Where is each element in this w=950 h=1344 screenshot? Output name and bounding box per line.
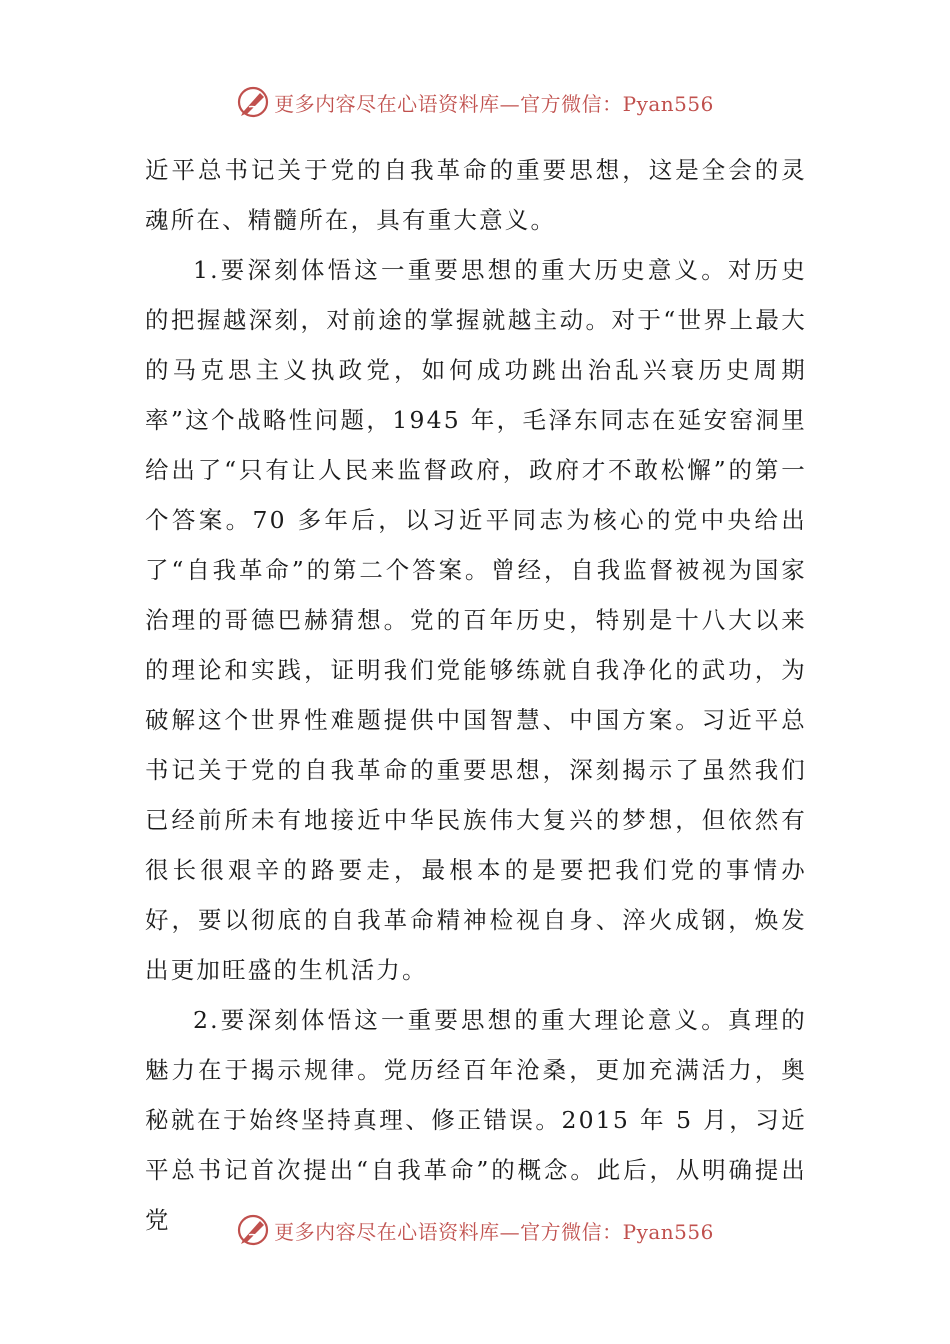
footer-banner [0,1210,950,1250]
pen-logo-icon [236,1213,270,1247]
header-banner-text: 更多内容尽在心语资料库—官方微信：Pyan556 [274,91,714,116]
pen-logo-icon [236,85,270,119]
paragraph-theoretical-significance: 2.要深刻体悟这一重要思想的重大理论意义。真理的魅力在于揭示规律。党历经百年沧桑，更加充满活力，奥秘就在于始终坚持真理、修正错误。2015 年 5 月，习近平总书记首次提出“自我革命”的概念。此后，从明确提出党 [145,1006,807,1234]
document-body [145,145,807,1245]
header-banner [0,82,950,122]
footer-banner-text: 更多内容尽在心语资料库—官方微信：Pyan556 [274,1219,714,1244]
paragraph-continuation: 近平总书记关于党的自我革命的重要思想，这是全会的灵魂所在、精髓所在，具有重大意义。 [145,156,807,234]
paragraph-historical-significance: 1.要深刻体悟这一重要思想的重大历史意义。对历史的把握越深刻，对前途的掌握就越主动。对于“世界上最大的马克思主义执政党，如何成功跳出治乱兴衰历史周期率”这个战略性问题，1945 年，毛泽东同志在延安窑洞里给出了“只有让人民来监督政府，政府才不敢松懈”的第一个答案。70 多年后，以习近平同志为核心的党中央给出了“自我革命”的第二个答案。曾经，自我监督被视为国家治理的哥德巴赫猜想。党的百年历史，特别是十八大以来的理论和实践，证明我们党能够练就自我净化的武功，为破解这个世界性难题提供中国智慧、中国方案。习近平总书记关于党的自我革命的重要思想，深刻揭示了虽然我们已经前所未有地接近中华民族伟大复兴的梦想，但依然有很长很艰辛的路要走，最根本的是要把我们党的事情办好，要以彻底的自我革命精神检视自身、淬火成钢，焕发出更加旺盛的生机活力。 [145,256,807,984]
